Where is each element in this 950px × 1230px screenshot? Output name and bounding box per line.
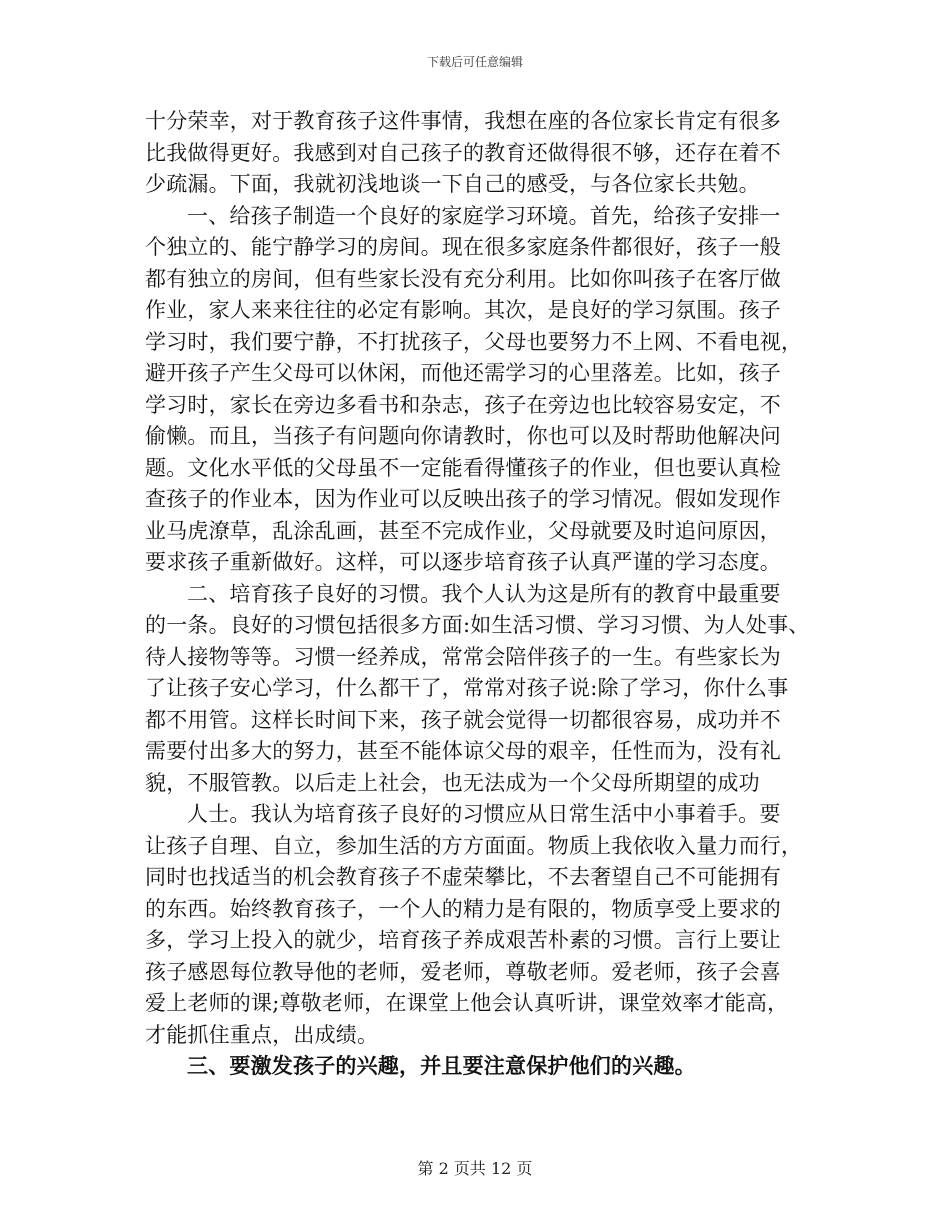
text-line: 才能抓住重点，出成绩。	[145, 1022, 379, 1047]
text-line: 的东西。始终教育孩子，一个人的精力是有限的，物质享受上要求的	[145, 896, 781, 921]
text-line: 个独立的、能宁静学习的房间。现在很多家庭条件都很好，孩子一般	[145, 235, 781, 259]
text-line: 作业，家人来来往往的必定有影响。其次，是良好的学习氛围。孩子	[145, 298, 781, 322]
text-line: 一、给孩子制造一个良好的家庭学习环境。首先，给孩子安排一	[187, 203, 781, 228]
text-line: 待人接物等等。习惯一经养成，常常会陪伴孩子的一生。有些家长为	[145, 644, 781, 669]
text-line: 比我做得更好。我感到对自己孩子的教育还做得很不够，还存在着不	[145, 140, 781, 165]
document-body	[145, 106, 835, 1083]
section-heading: 三、要激发孩子的兴趣，并且要注意保护他们的兴趣。	[187, 1054, 696, 1078]
text-line: 都有独立的房间，但有些家长没有充分利用。比如你叫孩子在客厅做	[145, 266, 781, 291]
text-line: 要求孩子重新做好。这样，可以逐步培育孩子认真严谨的学习态度。	[145, 550, 781, 574]
text-line: 避开孩子产生父母可以休闲，而他还需学习的心里落差。比如，孩子	[145, 361, 781, 385]
text-line: 业马虎潦草，乱涂乱画，甚至不完成作业，父母就要及时追问原因，	[145, 518, 781, 543]
text-line: 学习时，我们要宁静，不打扰孩子，父母也要努力不上网、不看电视，	[145, 329, 803, 354]
text-line: 爱上老师的课;尊敬老师，在课堂上他会认真听讲，课堂效率才能高，	[145, 991, 789, 1015]
text-line: 查孩子的作业本，因为作业可以反映出孩子的学习情况。假如发现作	[145, 487, 781, 511]
text-line: 学习时，家长在旁边多看书和杂志，孩子在旁边也比较容易安定，不	[145, 392, 781, 417]
text-line: 十分荣幸，对于教育孩子这件事情，我想在座的各位家长肯定有很多	[145, 109, 781, 133]
text-line: 偷懒。而且，当孩子有问题向你请教时，你也可以及时帮助他解决问	[145, 424, 781, 448]
page-header: 下载后可任意编辑	[426, 55, 523, 69]
text-line: 孩子感恩每位教导他的老师，爱老师，尊敬老师。爱老师，孩子会喜	[145, 959, 781, 984]
text-line: 人士。我认为培育孩子良好的习惯应从日常生活中小事着手。要	[187, 802, 781, 826]
text-line: 少疏漏。下面，我就初浅地谈一下自己的感受，与各位家长共勉。	[145, 172, 760, 196]
text-line: 都不用管。这样长时间下来，孩子就会觉得一切都很容易，成功并不	[145, 707, 781, 732]
text-line: 二、培育孩子良好的习惯。我个人认为这是所有的教育中最重要	[187, 581, 781, 606]
page-number: 第 2 页共 12 页	[417, 1159, 533, 1178]
text-line: 了让孩子安心学习，什么都干了，常常对孩子说:除了学习，你什么事	[145, 676, 789, 700]
text-line: 貌，不服管教。以后走上社会，也无法成为一个父母所期望的成功	[145, 770, 760, 795]
text-line: 多，学习上投入的就少，培育孩子养成艰苦朴素的习惯。言行上要让	[145, 928, 781, 952]
text-line: 需要付出多大的努力，甚至不能体谅父母的艰辛，任性而为，没有礼	[145, 739, 781, 763]
text-line: 的一条。良好的习惯包括很多方面:如生活习惯、学习习惯、为人处事、	[145, 613, 810, 637]
text-line: 同时也找适当的机会教育孩子不虚荣攀比，不去奢望自己不可能拥有	[145, 865, 781, 889]
text-line: 题。文化水平低的父母虽不一定能看得懂孩子的作业，但也要认真检	[145, 455, 781, 480]
text-line: 让孩子自理、自立，参加生活的方方面面。物质上我依收入量力而行，	[145, 833, 803, 858]
